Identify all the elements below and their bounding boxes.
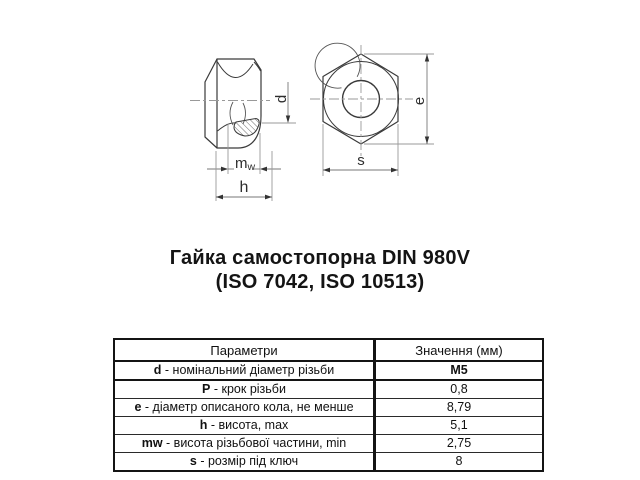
param-cell: [114, 380, 375, 399]
dim-arrow: [323, 168, 330, 173]
table-row: [114, 417, 543, 435]
param-cell: [114, 417, 375, 435]
title-block: [0, 246, 640, 294]
side-view-chamfer-arc-top: [218, 62, 254, 78]
product-title-line2: (ISO 7042, ISO 10513): [215, 271, 425, 293]
dimension-s: [323, 124, 398, 176]
table-row: [114, 361, 543, 380]
side-view-bore-arc-left: [230, 102, 233, 125]
param-desc: - діаметр описаного кола, не менше: [144, 400, 354, 414]
param-key: e: [134, 400, 142, 414]
technical-drawing: [0, 0, 640, 232]
table-row: [114, 399, 543, 417]
dimension-d: [262, 82, 296, 123]
value-cell: 8: [375, 453, 544, 472]
param-cell: [114, 399, 375, 417]
param-key: d: [153, 363, 162, 377]
spec-table: [113, 338, 544, 472]
dim-label-mw: mw: [235, 155, 256, 173]
param-desc: - номінальний діаметр різьби: [164, 363, 335, 377]
dim-arrow: [221, 167, 228, 172]
param-desc: - висота, max: [210, 418, 289, 432]
value-cell: 5,1: [375, 417, 544, 435]
dim-label-d: d: [273, 94, 290, 104]
param-desc: - крок різьби: [213, 382, 286, 396]
table-header-row: [114, 339, 543, 361]
dim-label-h: h: [239, 179, 249, 196]
side-view-back-facet: [205, 59, 217, 148]
param-desc: - розмір під ключ: [200, 454, 299, 468]
value-cell: 0,8: [375, 380, 544, 399]
nut-side-view: [205, 59, 261, 148]
dim-label-e: e: [411, 96, 428, 106]
dim-arrow: [260, 167, 267, 172]
param-cell: [114, 361, 375, 380]
header-parameters: Параметри: [114, 339, 375, 361]
nut-top-view: [315, 43, 398, 144]
value-cell: 8,79: [375, 399, 544, 417]
dim-arrow: [265, 195, 272, 200]
dim-arrow: [425, 54, 429, 62]
param-key: h: [199, 418, 208, 432]
dim-arrow: [216, 195, 223, 200]
table-row: [114, 380, 543, 399]
dim-arrow: [391, 168, 398, 173]
param-key: P: [202, 382, 211, 396]
dim-arrow: [286, 116, 290, 124]
product-title-line1: Гайка самостопорна DIN 980V: [169, 247, 471, 269]
header-value: Значення (мм): [375, 339, 544, 361]
side-view-body: [217, 59, 261, 148]
table-row: [114, 453, 543, 472]
value-cell: M5: [375, 361, 544, 380]
side-view-collar-line: [218, 123, 237, 131]
param-cell: [114, 453, 375, 472]
nylon-insert-hatch: [234, 119, 259, 137]
value-cell: 2,75: [375, 435, 544, 453]
param-desc: - висота різьбової частини, min: [166, 436, 347, 450]
thread-circle: [315, 43, 360, 88]
param-cell: [114, 435, 375, 453]
dim-arrow: [425, 137, 429, 145]
dim-label-s: s: [357, 152, 365, 169]
param-key: mw: [141, 436, 163, 450]
param-key: s: [189, 454, 197, 468]
table-row: [114, 435, 543, 453]
